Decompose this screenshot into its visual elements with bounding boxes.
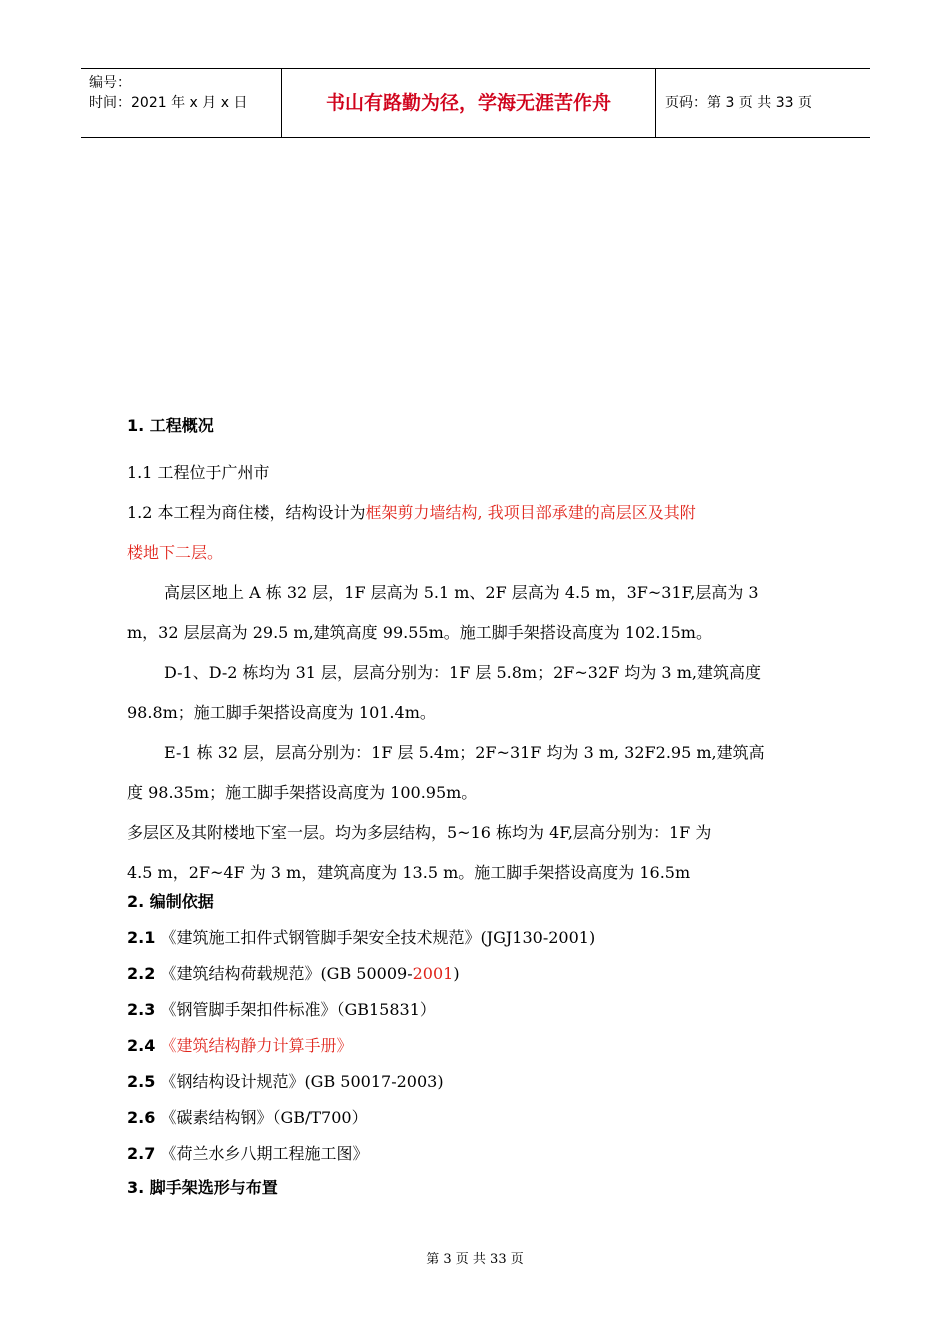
section-2-title: 2. 编制依据 xyxy=(127,892,214,911)
section-1-title: 1. 工程概况 xyxy=(127,416,214,435)
reference-item xyxy=(127,1141,368,1164)
section-3-title: 3. 脚手架选形与布置 xyxy=(127,1178,278,1197)
paragraph-multistorey: 多层区及其附楼地下室一层。均为多层结构，5~16 栋均为 4F,层高分别为：1F 为 xyxy=(127,823,712,842)
paragraph-building-a: 高层区地上 A 栋 32 层，1F 层高为 5.1 m、2F 层高为 4.5 m，3F~31F,层高为 3 xyxy=(164,583,759,602)
reference-item xyxy=(127,1105,368,1128)
paragraph-1-2-text: 1.2 本工程为商住楼，结构设计为 xyxy=(127,503,366,522)
reference-text: 《建筑施工扣件式钢管脚手架安全技术规范》(JGJ130-2001) xyxy=(160,928,596,947)
reference-text-tail: ) xyxy=(453,964,460,983)
reference-number: 2.1 xyxy=(127,928,156,947)
reference-text: 《建筑结构荷载规范》(GB 50009- xyxy=(160,964,413,983)
header-page-info: 页码：第 3 页 共 33 页 xyxy=(665,95,812,111)
reference-item xyxy=(127,961,460,984)
header-meta xyxy=(89,73,247,113)
reference-item xyxy=(127,1033,352,1056)
reference-text: 《钢结构设计规范》(GB 50017-2003) xyxy=(160,1072,444,1091)
reference-year-highlight: 2001 xyxy=(412,964,454,983)
reference-text-highlight: 《建筑结构静力计算手册》 xyxy=(160,1036,353,1055)
header-divider xyxy=(655,69,656,137)
paragraph-building-d-continued: 98.8m；施工脚手架搭设高度为 101.4m。 xyxy=(127,703,436,722)
paragraph-building-a-continued: m，32 层层高为 29.5 m,建筑高度 99.55m。施工脚手架搭设高度为 102.15m。 xyxy=(127,623,712,642)
reference-number: 2.5 xyxy=(127,1072,156,1091)
reference-text: 《荷兰水乡八期工程施工图》 xyxy=(160,1144,369,1163)
reference-text: 《钢管脚手架扣件标准》（GB15831） xyxy=(160,1000,436,1019)
paragraph-building-e-continued: 度 98.35m；施工脚手架搭设高度为 100.95m。 xyxy=(127,783,478,802)
reference-number: 2.4 xyxy=(127,1036,156,1055)
reference-item xyxy=(127,1069,444,1092)
paragraph-1-2-highlight: 框架剪力墙结构, 我项目部承建的高层区及其附 xyxy=(365,503,696,522)
paragraph-multistorey-continued: 4.5 m，2F~4F 为 3 m，建筑高度为 13.5 m。施工脚手架搭设高度为 16.5m xyxy=(127,863,691,882)
paragraph-building-e: E-1 栋 32 层，层高分别为：1F 层 5.4m；2F~31F 均为 3 m, 32F2.95 m,建筑高 xyxy=(164,743,765,762)
reference-number: 2.2 xyxy=(127,964,156,983)
page-header xyxy=(81,68,870,138)
header-motto: 书山有路勤为径，学海无涯苦作舟 xyxy=(325,92,611,114)
reference-item xyxy=(127,925,595,948)
paragraph-building-d: D-1、D-2 栋均为 31 层，层高分别为：1F 层 5.8m；2F~32F 均为 3 m,建筑高度 xyxy=(164,663,761,682)
reference-number: 2.3 xyxy=(127,1000,156,1019)
paragraph-1-1: 1.1 工程位于广州市 xyxy=(127,463,270,482)
page-footer: 第 3 页 共 33 页 xyxy=(426,1252,524,1267)
reference-number: 2.7 xyxy=(127,1144,156,1163)
paragraph-1-2-continued: 楼地下二层。 xyxy=(127,543,224,562)
paragraph-1-2 xyxy=(127,500,696,523)
reference-item xyxy=(127,997,436,1020)
header-date: 时间：2021 年 x 月 x 日 xyxy=(89,95,248,111)
header-number: 编号： xyxy=(89,75,131,91)
reference-number: 2.6 xyxy=(127,1108,156,1127)
reference-text: 《碳素结构钢》（GB/T700） xyxy=(160,1108,368,1127)
